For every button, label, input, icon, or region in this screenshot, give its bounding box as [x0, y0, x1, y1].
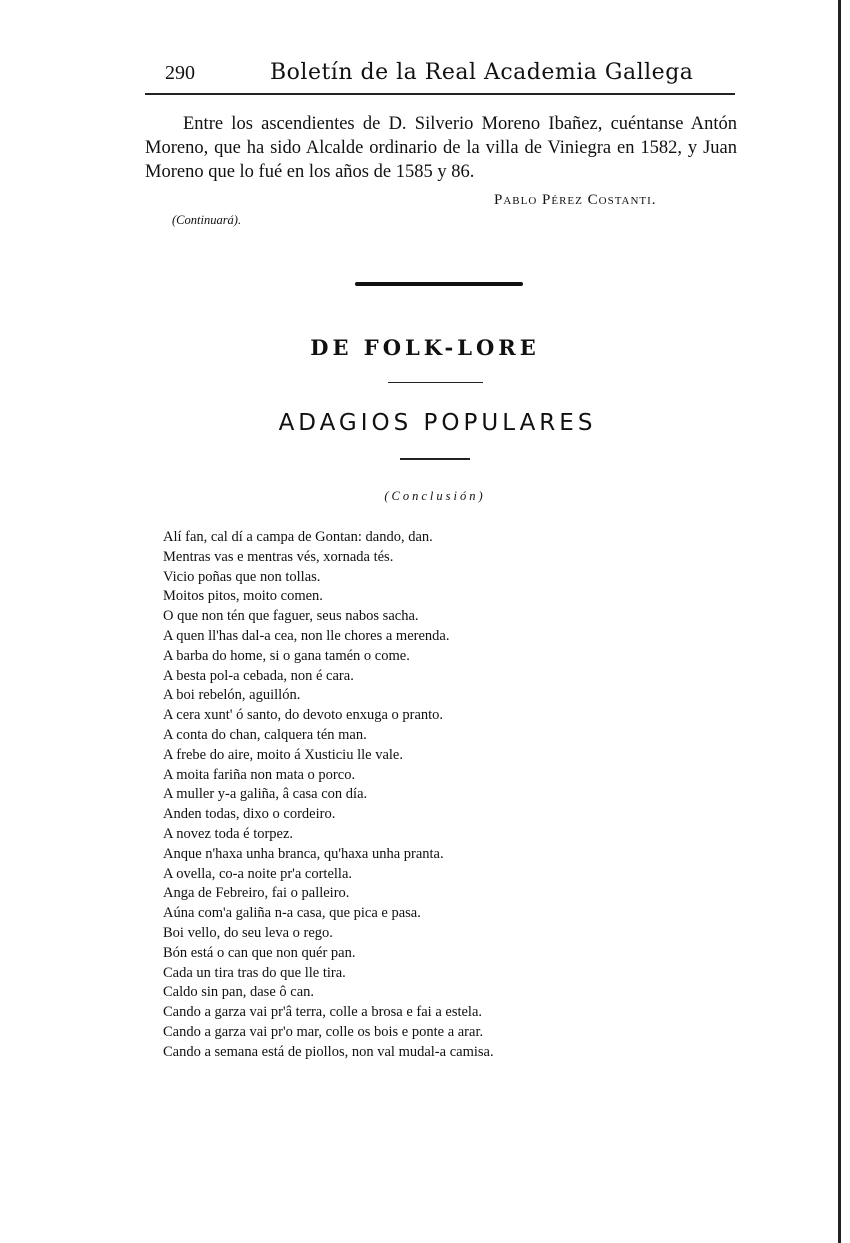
proverb-line: Caldo sin pan, dase ô can. [163, 984, 315, 1001]
page-number: 290 [165, 62, 195, 84]
section-subtitle: ADAGIOS POPULARES [278, 410, 597, 436]
proverb-line: Cando a garza vai pr'o mar, colle os bois e ponte a arar. [163, 1023, 484, 1040]
proverb-line: Anga de Febreiro, fai o palleiro. [163, 885, 350, 902]
running-header [145, 60, 735, 92]
proverb-line: Mentras vas e mentras vés, xornada tés. [163, 548, 394, 565]
running-title: Boletín de la Real Academia Gallega [270, 60, 694, 85]
conclusion-note: (Conclusión) [384, 489, 486, 503]
proverb-line: Bón está o can que non quér pan. [163, 944, 356, 961]
proverb-line: A novez toda é torpez. [163, 825, 294, 842]
proverb-line: A quen ll'has dal-a cea, non lle chores a merenda. [163, 627, 450, 644]
continued-note: (Continuará). [172, 213, 242, 227]
title-rule [388, 382, 483, 383]
proverb-line: Cada un tira tras do que lle tira. [163, 964, 346, 981]
author-signature: Pablo Pérez Costanti. [494, 192, 657, 208]
proverb-line: A barba do home, si o gana tamén o come. [163, 647, 410, 664]
page-edge [838, 0, 841, 1243]
proverb-line: Vicio poñas que non tollas. [163, 568, 321, 585]
subtitle-rule [400, 458, 470, 460]
proverb-line: A cera xunt' ó santo, do devoto enxuga o pranto. [163, 707, 444, 724]
proverb-line: Anque n'haxa unha branca, qu'haxa unha pranta. [163, 845, 444, 862]
section-title: DE FOLK-LORE [310, 335, 540, 360]
proverb-line: Cando a garza vai pr'â terra, colle a brosa e fai a estela. [163, 1004, 483, 1021]
proverb-line: Anden todas, dixo o cordeiro. [163, 806, 336, 823]
paragraph-text: Entre los ascendientes de D. Silverio Moreno Ibañez, cuéntanse Antón Moreno, que ha sido Alcalde ordinario de la villa de Viniegra en 1582, y Juan Moreno que lo fué en los años de 1585 y 86. [145, 114, 737, 182]
proverb-line: A frebe do aire, moito á Xusticiu lle vale. [163, 746, 403, 763]
proverb-line: Aúna com'a galiña n-a casa, que pica e pasa. [163, 905, 421, 922]
proverb-line: Cando a semana está de piollos, non val mudal-a camisa. [163, 1043, 494, 1060]
proverb-list [163, 528, 494, 1063]
proverb-line: Alí fan, cal dí a campa de Gontan: dando, dan. [163, 529, 433, 545]
proverb-line: O que non tén que faguer, seus nabos sacha. [163, 608, 419, 625]
proverb-line: Boi vello, do seu leva o rego. [163, 924, 333, 941]
proverb-line: A ovella, co-a noite pr'a cortella. [163, 865, 353, 882]
section-divider [355, 282, 523, 286]
proverb-line: A besta pol-a cebada, non é cara. [163, 667, 354, 684]
proverb-line: A boi rebelón, aguillón. [163, 687, 301, 704]
proverb-line: Moitos pitos, moito comen. [163, 588, 323, 605]
proverb-line: A muller y-a galiña, â casa con día. [163, 786, 368, 803]
header-rule [145, 93, 735, 95]
proverb-line: A moita fariña non mata o porco. [163, 766, 356, 783]
article-paragraph [145, 112, 737, 184]
proverb-line: A conta do chan, calquera tén man. [163, 726, 367, 743]
